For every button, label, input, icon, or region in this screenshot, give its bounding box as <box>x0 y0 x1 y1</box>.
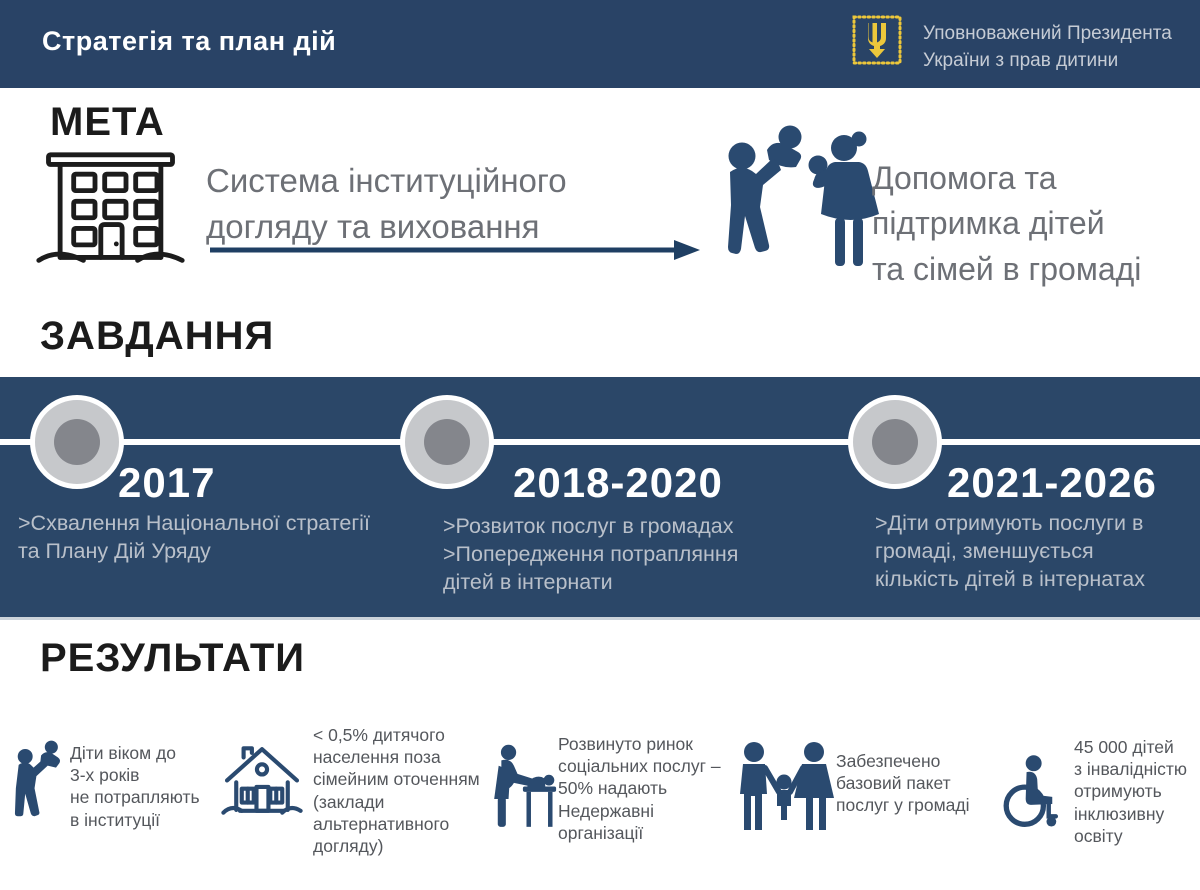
milestone-text <box>443 513 738 597</box>
meta-to-line: та сімей в громаді <box>872 250 1142 287</box>
result-text-line: послуг у громаді <box>836 795 970 816</box>
result-text <box>558 733 721 844</box>
meta-heading: МЕТА <box>50 100 165 144</box>
milestone-text-line: громаді, зменшується <box>875 538 1094 563</box>
milestone-text-line: та Плану Дій Уряду <box>18 538 211 563</box>
org-name <box>923 21 1172 74</box>
result-text-line: Недержавні <box>558 800 654 821</box>
tasks-heading: ЗАВДАННЯ <box>40 314 275 358</box>
milestone-year: 2021-2026 <box>947 459 1157 506</box>
result-text-line: 3-х років <box>70 765 140 786</box>
results-heading: РЕЗУЛЬТАТИ <box>40 636 306 680</box>
timeline-node-2021-2026 <box>848 395 942 489</box>
result-text-line: Розвинуто ринок <box>558 734 693 754</box>
milestone-text-line: >Схвалення Національної стратегії <box>18 511 370 535</box>
milestone-year: 2017 <box>118 459 216 506</box>
milestone-text-line: >Попередження потрапляння <box>443 541 739 566</box>
timeline-node-core <box>424 419 470 465</box>
meta-from-text <box>206 158 567 249</box>
result-text-line: сімейним оточенням <box>313 769 480 790</box>
timeline-node-core <box>54 419 100 465</box>
result-text-line: (заклади <box>313 791 385 812</box>
meta-from-line: догляду та виховання <box>206 207 540 245</box>
result-text-line: 50% надають <box>558 778 668 799</box>
result-text-line: соціальних послуг – <box>558 756 721 777</box>
timeline-node-2017 <box>30 395 124 489</box>
result-text <box>1074 736 1187 847</box>
meta-to-text <box>872 156 1141 292</box>
timeline-line <box>0 439 1200 445</box>
result-text-line: базовий пакет <box>836 773 951 794</box>
result-text <box>836 750 970 817</box>
foster-house-icon <box>216 736 308 824</box>
result-text-line: населення поза <box>313 747 441 768</box>
adult-lifting-child-icon <box>14 738 70 830</box>
result-text-line: організації <box>558 822 644 843</box>
result-text-line: Діти віком до <box>70 743 176 763</box>
milestone-text-line: >Діти отримують послуги в <box>875 511 1144 535</box>
result-text-line: з інвалідністю <box>1074 759 1188 780</box>
result-text-line: догляду) <box>313 836 384 857</box>
family-holding-hands-icon <box>734 740 834 835</box>
result-text <box>313 724 480 857</box>
milestone-text <box>875 510 1145 594</box>
timeline-node-core <box>872 419 918 465</box>
transition-arrow-icon <box>208 238 700 262</box>
result-text-line: не потрапляють <box>70 787 200 808</box>
result-text-line: 45 000 дітей <box>1074 737 1174 757</box>
header-bar <box>0 0 1200 88</box>
page-title: Стратегія та план дій <box>42 26 337 56</box>
meta-from-line: Система інституційного <box>206 162 567 199</box>
result-text-line: < 0,5% дитячого <box>313 725 445 745</box>
ukraine-trident-emblem-icon <box>851 14 903 66</box>
meta-to-line: підтримка дітей <box>872 205 1105 242</box>
result-text-line: освіту <box>1074 825 1123 846</box>
child-in-wheelchair-icon <box>1000 752 1062 832</box>
milestone-text-line: >Розвиток послуг в громадах <box>443 514 734 538</box>
result-text <box>70 742 200 831</box>
timeline-band <box>0 377 1200 620</box>
institution-building-icon <box>33 147 188 273</box>
result-text-line: в інституції <box>70 809 160 830</box>
milestone-year: 2018-2020 <box>513 459 723 506</box>
timeline-node-2018-2020 <box>400 395 494 489</box>
meta-to-line: Допомога та <box>872 160 1057 196</box>
result-text-line: альтернативного <box>313 813 450 834</box>
result-text-line: інклюзивну <box>1074 803 1165 824</box>
parents-holding-children-icon <box>722 122 880 287</box>
milestone-text <box>18 510 370 566</box>
caregiver-changing-table-icon <box>487 742 557 830</box>
milestone-text-line: дітей в інтернати <box>443 569 613 594</box>
org-name-line: України з прав дитини <box>923 49 1119 71</box>
milestone-text-line: кількість дітей в інтернатах <box>875 566 1145 591</box>
result-text-line: отримують <box>1074 781 1162 802</box>
result-text-line: Забезпечено <box>836 751 941 771</box>
org-name-line: Уповноважений Президента <box>923 23 1172 44</box>
